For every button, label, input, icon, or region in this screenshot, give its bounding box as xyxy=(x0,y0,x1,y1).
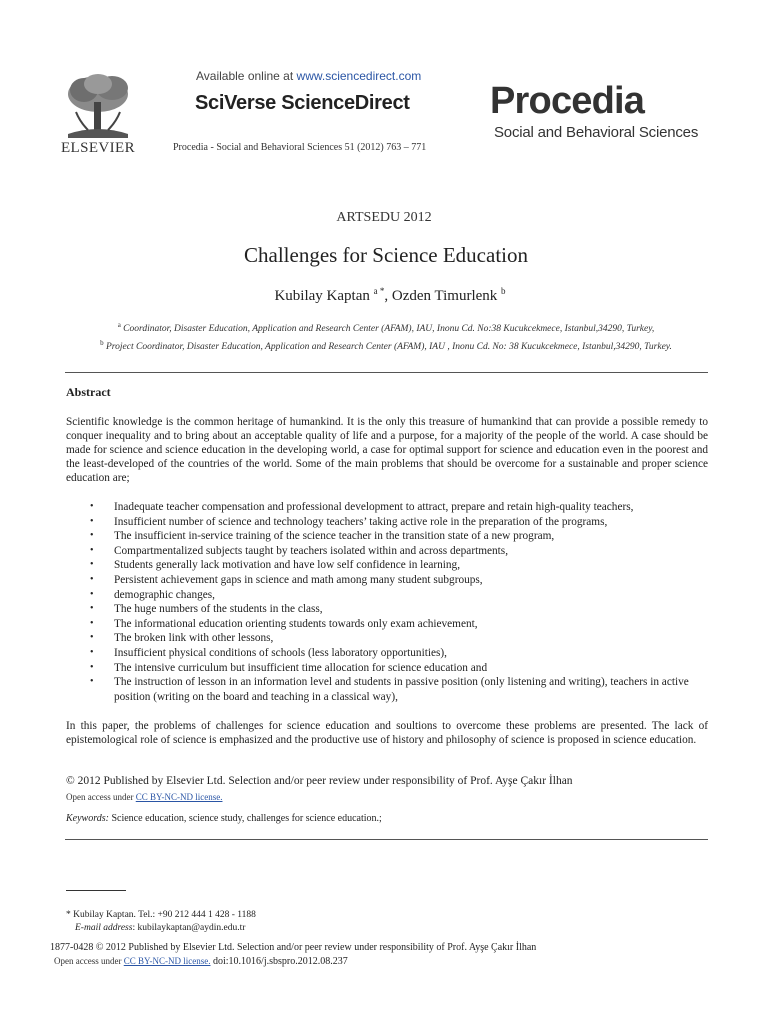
available-online-line xyxy=(196,69,421,83)
list-item-text: The intensive curriculum but insufficient time allocation for science education and xyxy=(114,661,488,674)
list-item xyxy=(90,631,706,646)
list-item-text: The insufficient in-service training of the science teacher in the transition state of a new program, xyxy=(114,530,555,543)
list-item-text: The huge numbers of the students in the class, xyxy=(114,603,323,616)
list-item xyxy=(90,500,706,515)
list-item xyxy=(90,573,706,588)
bullet-glyph: • xyxy=(90,646,94,658)
list-item-text: Compartmentalized subjects taught by teachers isolated within and across departments, xyxy=(114,544,509,557)
paper-title: Challenges for Science Education xyxy=(244,243,528,267)
affiliation-text: Project Coordinator, Disaster Education, Application and Research Center (AFAM), IAU , Inonu Cd. No: 38 Kucukcekmece, Istanbul,34290, Turkey. xyxy=(106,341,672,352)
author-name: Kubilay Kaptan xyxy=(274,288,370,304)
corresponding-author: * Kubilay Kaptan. Tel.: +90 212 444 1 428 - 1188 xyxy=(66,910,256,920)
abstract-intro: Scientific knowledge is the common heritage of humankind. It is the only this treasure of humankind that can provide a possible remedy to conquer inequality and to bring about an acceptable quality of life and a purpose, for a majority of the people of the world. A case should be made for science and science education in the developing world, a case for optimal support for science and education even in the poorest and the least-developed of the countries of the world. Some of the main problems that should be overcome for a sustainable and proper science education are; xyxy=(66,416,708,484)
license-link[interactable]: CC BY-NC-ND license. xyxy=(135,792,223,802)
footer-open-access-prefix: Open access under xyxy=(54,956,124,966)
bullet-glyph: • xyxy=(90,501,94,512)
footer-open-access xyxy=(54,956,348,967)
publisher-name: ELSEVIER xyxy=(60,140,136,156)
author-mark: a * xyxy=(373,286,385,296)
divider xyxy=(65,839,708,840)
list-item xyxy=(90,602,706,617)
bullet-glyph: • xyxy=(90,588,94,600)
affiliations xyxy=(66,319,706,354)
list-item-text: Insufficient number of science and technology teachers’ taking active role in the preparation of the programs, xyxy=(114,515,608,528)
list-item xyxy=(90,529,706,544)
issn-line: 1877-0428 © 2012 Published by Elsevier Ltd. Selection and/or peer review under responsibility of Prof. Ayşe Çakır İlhan xyxy=(50,942,537,953)
platform-name: SciVerse ScienceDirect xyxy=(195,92,410,114)
list-item xyxy=(90,588,706,603)
email-label: E-mail address xyxy=(75,923,133,933)
keywords-text: Science education, science study, challenges for science education.; xyxy=(108,813,382,824)
bullet-glyph: • xyxy=(90,632,94,644)
email-line xyxy=(75,923,245,933)
conference-name: ARTSEDU 2012 xyxy=(336,210,432,225)
keywords-line xyxy=(66,813,382,824)
divider xyxy=(65,372,708,373)
list-item-text: Insufficient physical conditions of schools (less laboratory opportunities), xyxy=(114,646,447,659)
bullet-glyph: • xyxy=(90,573,94,585)
list-item xyxy=(90,544,706,559)
bullet-glyph: • xyxy=(90,559,94,571)
available-prefix: Available online at xyxy=(196,69,297,83)
list-item-text: Students generally lack motivation and have low self confidence in learning, xyxy=(114,559,461,572)
list-item-text: The instruction of lesson in an information level and students in passive position (only listening and writing), teachers in active position (writing on the board and teaching in a classical way), xyxy=(114,676,689,703)
list-item xyxy=(90,675,706,704)
bullet-glyph: • xyxy=(90,661,94,673)
affiliation-mark: b xyxy=(100,338,104,347)
bullet-glyph: • xyxy=(90,617,94,629)
list-item xyxy=(90,646,706,661)
bullet-glyph: • xyxy=(90,676,94,688)
open-access-line xyxy=(66,792,222,802)
list-item-text: Persistent achievement gaps in science and math among many student subgroups, xyxy=(114,573,483,586)
author-mark: b xyxy=(501,286,506,296)
open-access-prefix: Open access under xyxy=(66,792,136,802)
list-item xyxy=(90,558,706,573)
affiliation-item xyxy=(66,319,706,337)
abstract-conclusion: In this paper, the problems of challenges for science education and soultions to overcome these problems are presented. The lack of epistemological role of science is emphasized and the productive use of history and philosophy of science is proposed in science education. xyxy=(66,720,708,746)
list-item xyxy=(90,661,706,676)
bullet-glyph: • xyxy=(90,515,94,527)
footnote-rule xyxy=(66,890,126,891)
copyright-statement: © 2012 Published by Elsevier Ltd. Selection and/or peer review under responsibility of Prof. Ayşe Çakır İlhan xyxy=(66,775,573,787)
affiliation-mark: a xyxy=(117,321,121,329)
procedia-subtitle: Social and Behavioral Sciences xyxy=(494,124,699,141)
list-item-text: demographic changes, xyxy=(114,588,216,601)
email-address[interactable]: : kubilaykaptan@aydin.edu.tr xyxy=(132,923,246,933)
author-name: Ozden Timurlenk xyxy=(391,288,498,304)
procedia-brand: Procedia xyxy=(490,80,645,122)
problem-list xyxy=(90,500,706,704)
affiliation-item xyxy=(66,337,706,355)
doi[interactable]: doi:10.1016/j.sbspro.2012.08.237 xyxy=(210,956,348,967)
list-item-text: The broken link with other lessons, xyxy=(114,632,274,645)
bullet-glyph: • xyxy=(90,530,94,542)
affiliation-text: Coordinator, Disaster Education, Application and Research Center (AFAM), IAU, Inonu Cd. No:38 Kucukcekmece, Istanbul,34290, Turkey, xyxy=(123,324,655,335)
keywords-label: Keywords: xyxy=(66,813,109,824)
list-item xyxy=(90,515,706,530)
sciencedirect-url[interactable]: www.sciencedirect.com xyxy=(296,69,422,83)
bullet-glyph: • xyxy=(90,603,94,615)
abstract-heading: Abstract xyxy=(66,385,111,399)
author-line xyxy=(0,286,768,305)
list-item-text: The informational education orienting students towards only exam achievement, xyxy=(114,617,478,630)
bullet-glyph: • xyxy=(90,544,94,556)
list-item xyxy=(90,617,706,632)
footer-license-link[interactable]: CC BY-NC-ND license. xyxy=(123,956,211,966)
list-item-text: Inadequate teacher compensation and professional development to attract, prepare and retain high-quality teachers, xyxy=(114,501,634,513)
journal-citation: Procedia - Social and Behavioral Sciences 51 (2012) 763 – 771 xyxy=(173,142,427,153)
author-separator: , xyxy=(384,288,392,304)
